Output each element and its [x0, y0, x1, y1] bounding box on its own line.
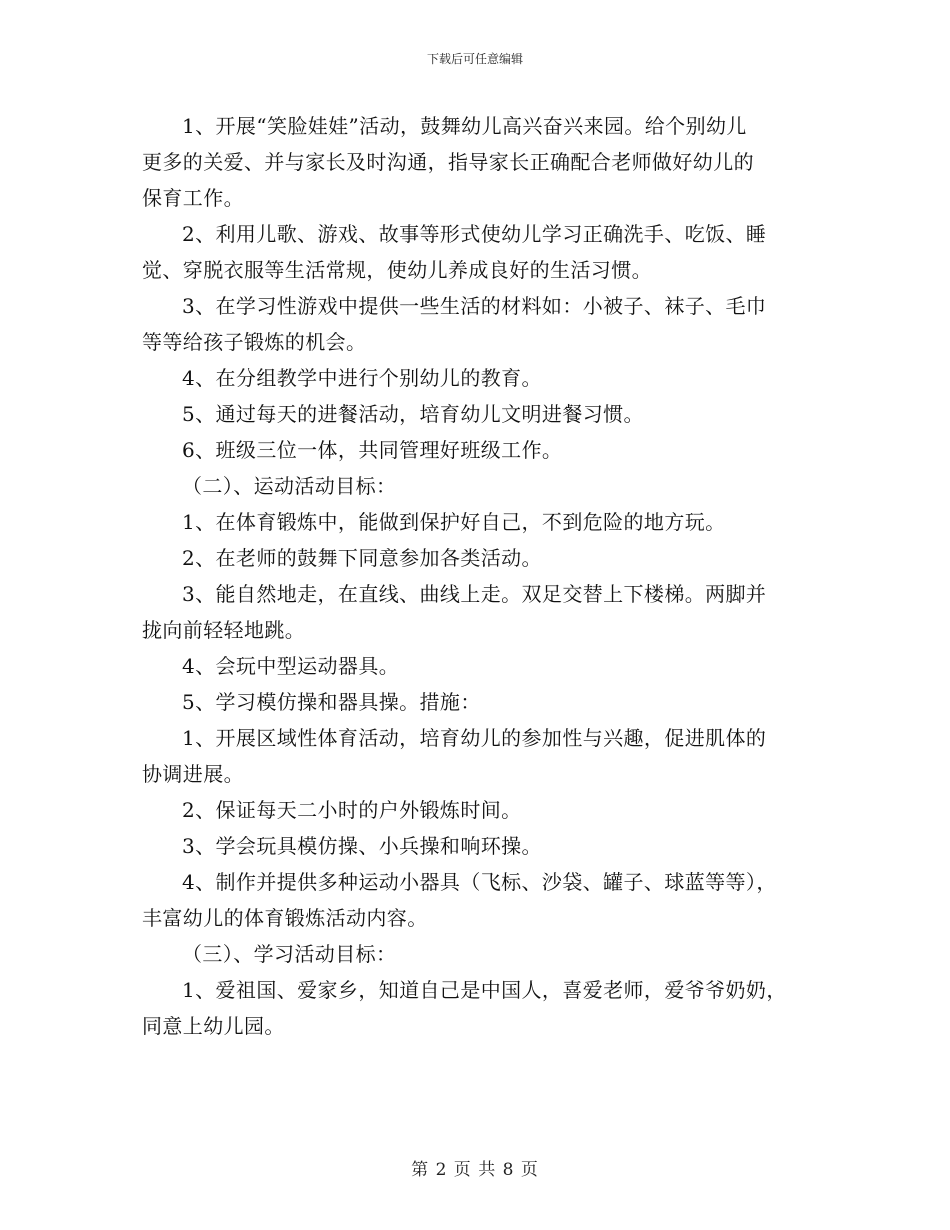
paragraph-line: 1、开展区域性体育活动，培育幼儿的参加性与兴趣，促进肌体的	[182, 726, 767, 750]
paragraph-line: 5、通过每天的进餐活动，培育幼儿文明进餐习惯。	[182, 402, 644, 426]
paragraph-line: 1、开展“笑脸娃娃”活动，鼓舞幼儿高兴奋兴来园。给个别幼儿	[182, 114, 747, 138]
paragraph	[142, 792, 822, 828]
paragraph	[142, 864, 822, 936]
paragraph	[142, 468, 822, 504]
paragraph-line: 5、学习模仿操和器具操。措施：	[182, 690, 481, 714]
paragraph	[142, 360, 822, 396]
paragraph-line: 觉、穿脱衣服等生活常规，使幼儿养成良好的生活习惯。	[142, 258, 652, 282]
paragraph	[142, 504, 822, 540]
paragraph	[142, 684, 822, 720]
paragraph	[142, 576, 822, 648]
paragraph	[142, 216, 822, 288]
paragraph-line: 4、会玩中型运动器具。	[182, 654, 400, 678]
paragraph-line: 3、在学习性游戏中提供一些生活的材料如：小被子、袜子、毛巾	[182, 294, 767, 318]
paragraph-line: 更多的关爱、并与家长及时沟通，指导家长正确配合老师做好幼儿的	[142, 150, 754, 174]
paragraph-line: 同意上幼儿园。	[142, 1014, 285, 1038]
paragraph-line: （三）、学习活动目标：	[182, 942, 397, 966]
paragraph	[142, 540, 822, 576]
paragraph-line: 3、学会玩具模仿操、小兵操和响环操。	[182, 834, 542, 858]
paragraph-line: 丰富幼儿的体育锻炼活动内容。	[142, 906, 428, 930]
paragraph-line: （二）、运动活动目标：	[182, 474, 397, 498]
paragraph-line: 拢向前轻轻地跳。	[142, 618, 306, 642]
paragraph-line: 1、爱祖国、爱家乡，知道自己是中国人，喜爱老师，爱爷爷奶奶，	[182, 978, 787, 1002]
paragraph-line: 2、保证每天二小时的户外锻炼时间。	[182, 798, 522, 822]
paragraph-line: 3、能自然地走，在直线、曲线上走。双足交替上下楼梯。两脚并	[182, 582, 767, 606]
paragraph	[142, 396, 822, 432]
document-body	[142, 108, 822, 1044]
paragraph	[142, 108, 822, 216]
paragraph	[142, 936, 822, 972]
page-footer: 第 2 页 共 8 页	[411, 1160, 539, 1180]
paragraph	[142, 972, 822, 1044]
paragraph	[142, 432, 822, 468]
paragraph-line: 4、制作并提供多种运动小器具（飞标、沙袋、罐子、球蓝等等），	[182, 870, 777, 894]
paragraph-line: 协调进展。	[142, 762, 244, 786]
paragraph-line: 2、利用儿歌、游戏、故事等形式使幼儿学习正确洗手、吃饭、睡	[182, 222, 767, 246]
page-header: 下载后可任意编辑	[426, 52, 523, 66]
paragraph-line: 2、在老师的鼓舞下同意参加各类活动。	[182, 546, 542, 570]
paragraph	[142, 648, 822, 684]
paragraph	[142, 828, 822, 864]
paragraph-line: 6、班级三位一体，共同管理好班级工作。	[182, 438, 563, 462]
paragraph	[142, 720, 822, 792]
paragraph	[142, 288, 822, 360]
paragraph-line: 1、在体育锻炼中，能做到保护好自己，不到危险的地方玩。	[182, 510, 726, 534]
paragraph-line: 等等给孩子锻炼的机会。	[142, 330, 367, 354]
paragraph-line: 4、在分组教学中进行个别幼儿的教育。	[182, 366, 542, 390]
paragraph-line: 保育工作。	[142, 186, 244, 210]
